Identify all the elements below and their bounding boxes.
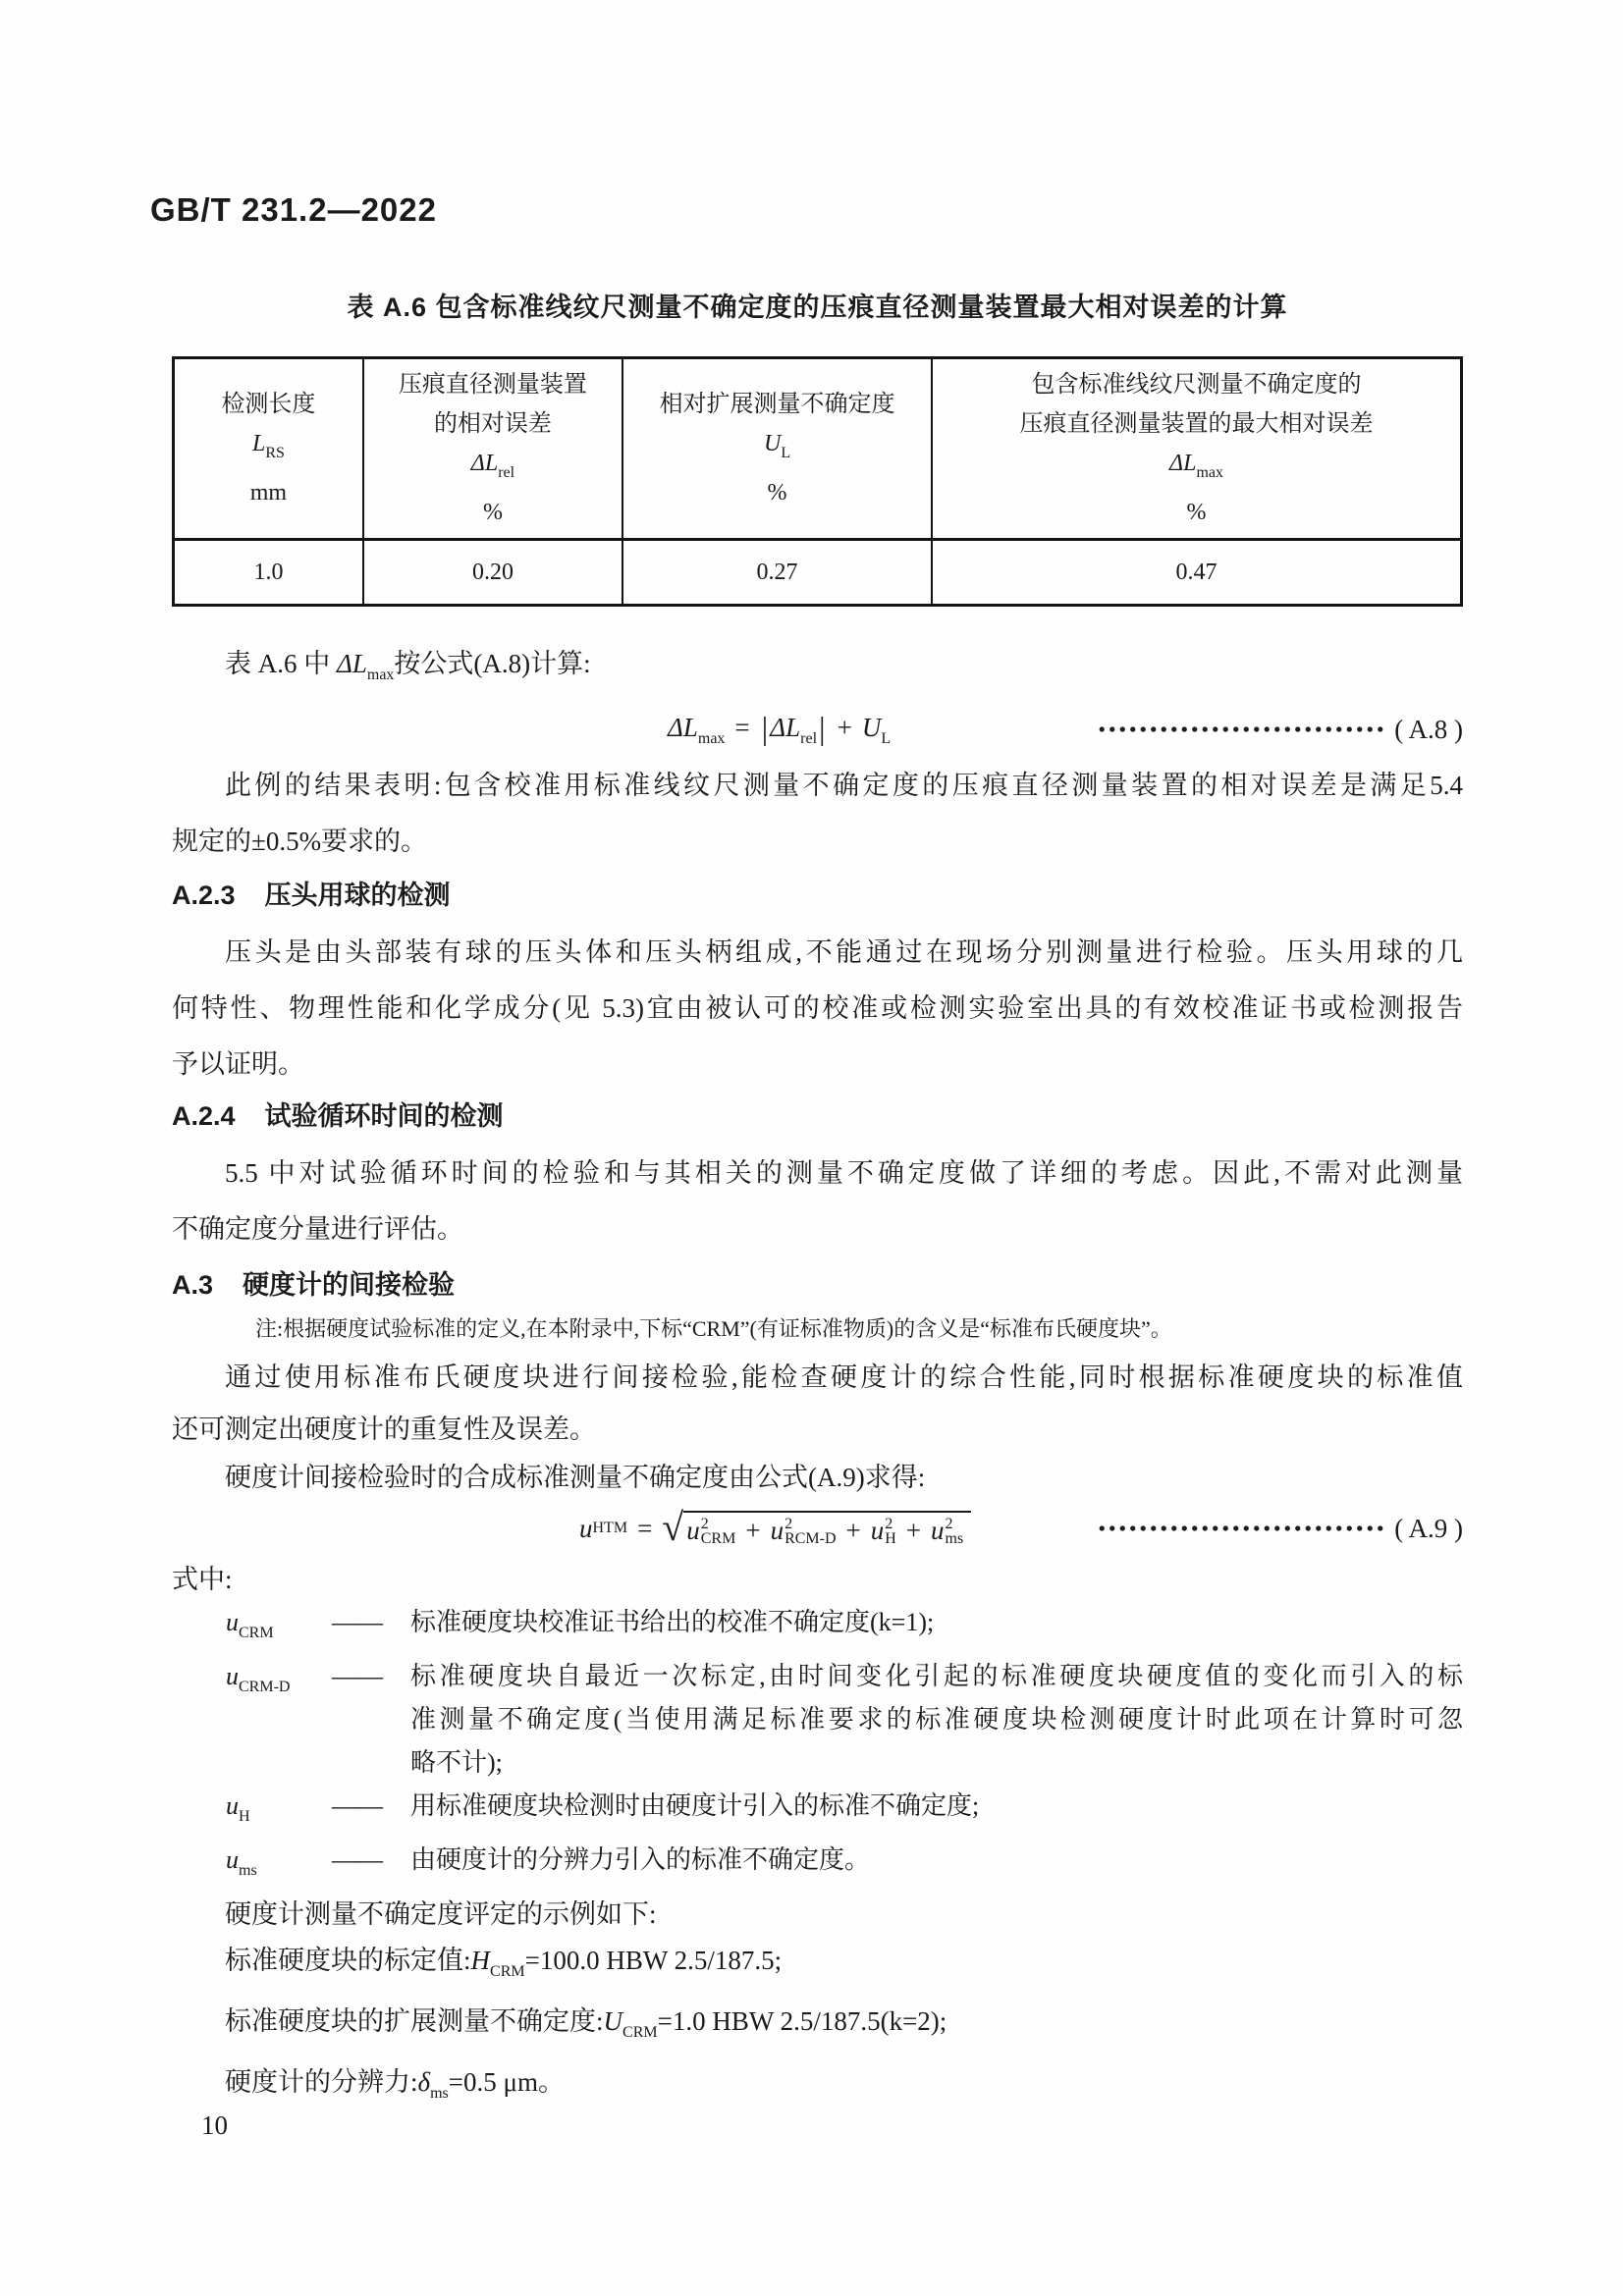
plus-sign: + [837, 712, 852, 742]
formula-a8-intro [172, 636, 1463, 703]
symbol-base: u [226, 1608, 239, 1636]
symbol-base: δ [417, 2067, 431, 2097]
definition-text [410, 1655, 1463, 1785]
header-text: 压痕直径测量装置的最大相对误差 [1019, 411, 1374, 437]
where-label: 式中: [172, 1565, 233, 1594]
paragraph-line: 5.5 中对试验循环时间的检验和与其相关的测量不确定度做了详细的考虑。因此,不需对此测量 [225, 1158, 1463, 1188]
rhs: U [861, 712, 882, 742]
definition-line: 略不计); [410, 1748, 503, 1777]
header-text: 压痕直径测量装置 [398, 372, 587, 398]
header-symbol [627, 424, 927, 473]
symbol-sub: ms [239, 1862, 257, 1879]
header-symbol [937, 444, 1456, 493]
term-supsub [701, 1517, 736, 1546]
symbol-base: u [226, 1845, 239, 1874]
symbol-base: H [470, 1946, 491, 1975]
definition-dash: —— [332, 1845, 383, 1874]
term-sub: ms [945, 1529, 964, 1547]
example-prefix: 标准硬度块的标定值: [225, 1946, 471, 1975]
definition-dash: —— [332, 1791, 383, 1820]
equals-sign: = [637, 1513, 653, 1543]
square-root [662, 1505, 971, 1549]
paragraph-line: 不确定度分量进行评估。 [172, 1214, 463, 1244]
mid-term-sub: rel [800, 729, 818, 747]
table-row [174, 540, 1462, 606]
term-base: u [686, 1516, 700, 1545]
formula-a8 [172, 703, 1463, 756]
radicand [683, 1511, 971, 1546]
table-a6-body [174, 540, 1462, 606]
header-cell-rel-error [363, 358, 622, 540]
mid-term: ΔL [770, 712, 801, 742]
definition-uh [172, 1785, 1463, 1839]
lhs: ΔL [668, 712, 698, 742]
term-supsub [784, 1517, 836, 1546]
doc-number: GB/T 231.2—2022 [150, 191, 437, 228]
paragraph-line: 通过使用标准布氏硬度块进行间接检验,能检查硬度计的综合性能,同时根据标准硬度块的标准值 [225, 1362, 1463, 1392]
paragraph-conclusion [172, 758, 1463, 870]
term-sup: 2 [784, 1515, 793, 1532]
header-unit: % [1186, 500, 1207, 525]
example-prefix: 硬度计的分辨力: [225, 2067, 418, 2097]
definition-symbol [226, 1839, 332, 1893]
term-sub: CRM [700, 1529, 736, 1547]
formula-a9-expression [579, 1505, 971, 1549]
intro-suffix: 按公式(A.8)计算: [394, 649, 591, 678]
definition-symbol [226, 1655, 332, 1785]
term-supsub [946, 1517, 964, 1546]
term-sup: 2 [945, 1515, 953, 1532]
term-sup: 2 [700, 1515, 709, 1532]
example-value: =100.0 HBW 2.5/187.5; [524, 1946, 783, 1975]
term-base: u [931, 1516, 945, 1545]
dotted-leader [1097, 725, 1386, 733]
paragraph-line: 规定的±0.5%要求的。 [172, 827, 428, 856]
table-a6 [172, 356, 1463, 607]
symbol-sub: L [781, 445, 791, 461]
page-number: 10 [201, 2110, 228, 2140]
symbol-sub: max [1196, 464, 1224, 481]
equation-tag: ( A.8 ) [1394, 714, 1463, 744]
cell-rel-error: 0.20 [363, 540, 622, 606]
heading-a23 [172, 874, 1463, 913]
symbol-base: u [226, 1662, 239, 1690]
radical-sign: √ [662, 1505, 684, 1549]
header-unit: % [767, 480, 787, 506]
plus-sign: + [905, 1516, 922, 1545]
term-base: u [870, 1516, 885, 1545]
abs-bar: | [819, 711, 826, 747]
paragraph-a24 [172, 1146, 1463, 1257]
equation-tag: ( A.9 ) [1394, 1513, 1463, 1543]
header-text: 包含标准线纹尺测量不确定度的 [1031, 372, 1362, 398]
symbol-sub: H [239, 1808, 250, 1825]
symbol-sub: CRM [239, 1625, 274, 1641]
example-line-hcrm [225, 1936, 1463, 1997]
example-intro: 硬度计测量不确定度评定的示例如下: [225, 1899, 657, 1929]
lhs-sub: HTM [592, 1520, 628, 1536]
plus-sign: + [845, 1516, 861, 1545]
equation-leader [1097, 715, 1463, 745]
heading-title: 硬度计的间接检验 [243, 1270, 456, 1300]
definition-ucrmd [172, 1655, 1463, 1785]
term-base: u [770, 1516, 784, 1545]
formula-a8-expression [668, 712, 891, 748]
definition-text: 由硬度计的分辨力引入的标准不确定度。 [410, 1845, 871, 1874]
symbol-sub: CRM [490, 1963, 525, 1980]
header-cell-expanded-uncertainty [622, 358, 932, 540]
table-a6-title: 表 A.6 包含标准线纹尺测量不确定度的压痕直径测量装置最大相对误差的计算 [347, 293, 1288, 322]
symbol-base: ΔL [470, 451, 499, 476]
paragraph-line: 此例的结果表明:包含校准用标准线纹尺测量不确定度的压痕直径测量装置的相对误差是满足5.4 [225, 771, 1463, 800]
header-cell-max-rel-error [932, 358, 1461, 540]
symbol-sub: CRM-D [239, 1679, 291, 1695]
intro-prefix: 表 A.6 中 [225, 649, 337, 678]
term-sup: 2 [885, 1515, 893, 1532]
example-prefix: 标准硬度块的扩展测量不确定度: [225, 2006, 604, 2036]
header-symbol [179, 424, 358, 473]
intro-text: 硬度计间接检验时的合成标准测量不确定度由公式(A.9)求得: [225, 1463, 926, 1492]
abs-bar: | [761, 711, 769, 747]
header-symbol [368, 444, 618, 493]
heading-a3 [172, 1263, 1463, 1303]
symbol-sub: rel [498, 464, 515, 481]
rhs-sub: L [881, 729, 892, 747]
paragraph-line: 何特性、物理性能和化学成分(见 5.3)宜由被认可的校准或检测实验室出具的有效校准证书或检测报告 [172, 993, 1463, 1023]
example-value: =0.5 μm。 [448, 2067, 565, 2097]
table-header-row [174, 358, 1462, 540]
lhs: u [579, 1513, 593, 1543]
definition-symbol [226, 1785, 332, 1839]
definition-symbol [226, 1601, 332, 1655]
symbol-sub: ms [430, 2085, 449, 2102]
definition-dash: —— [332, 1608, 383, 1636]
cell-max-rel-error: 0.47 [932, 540, 1461, 606]
symbol-base: L [251, 431, 266, 456]
term-sub: H [885, 1529, 896, 1547]
paragraph-line: 还可测定出硬度计的重复性及误差。 [172, 1415, 596, 1444]
symbol-base: ΔL [1169, 451, 1197, 476]
header-text: 相对扩展测量不确定度 [659, 392, 895, 417]
heading-title: 试验循环时间的检测 [264, 1101, 504, 1131]
formula-a9 [172, 1499, 1463, 1558]
paragraph-line: 压头是由头部装有球的压头体和压头柄组成,不能通过在现场分别测量进行检验。压头用球的几 [225, 937, 1463, 967]
header-unit: % [482, 500, 503, 525]
intro-symbol: ΔL [337, 649, 367, 678]
definition-line: 标准硬度块自最近一次标定,由时间变化引起的标准硬度块硬度值的变化而引入的标 [410, 1662, 1463, 1690]
heading-a24 [172, 1095, 1463, 1134]
table-a6-header [174, 358, 1462, 540]
definition-text: 标准硬度块校准证书给出的校准不确定度(k=1); [410, 1608, 935, 1636]
definition-line: 准测量不确定度(当使用满足标准要求的标准硬度块检测硬度计时此项在计算时可忽 [410, 1705, 1463, 1734]
header-unit: mm [249, 480, 288, 506]
paragraph-line: 予以证明。 [172, 1049, 304, 1079]
header-text: 的相对误差 [433, 411, 552, 437]
example-line-resolution [225, 2057, 1463, 2118]
paragraph-a3 [172, 1352, 1463, 1456]
intro-symbol-sub: max [366, 667, 395, 683]
lhs-sub: max [697, 729, 726, 747]
cell-expanded-uncertainty: 0.27 [622, 540, 932, 606]
plus-sign: + [745, 1516, 761, 1545]
term-supsub [885, 1517, 896, 1546]
heading-number: A.2.4 [172, 1101, 236, 1131]
header-text: 检测长度 [221, 392, 316, 417]
equation-leader [1097, 1514, 1463, 1544]
dotted-leader [1097, 1524, 1386, 1532]
equals-sign: = [734, 712, 750, 742]
example-line-ucrm [225, 1997, 1463, 2057]
formula-a9-intro [172, 1456, 1463, 1499]
heading-number: A.3 [172, 1270, 214, 1300]
heading-title: 压头用球的检测 [264, 881, 451, 910]
cell-length: 1.0 [174, 540, 363, 606]
heading-number: A.2.3 [172, 881, 236, 910]
term-sub: RCM-D [784, 1529, 837, 1547]
definition-ums [172, 1839, 1463, 1893]
example-value: =1.0 HBW 2.5/187.5(k=2); [657, 2006, 947, 2036]
symbol-sub: RS [265, 445, 285, 461]
symbol-base: U [763, 431, 782, 456]
definition-ucrm [172, 1601, 1463, 1655]
symbol-base: U [603, 2006, 623, 2036]
header-cell-length [174, 358, 363, 540]
symbol-sub: CRM [622, 2024, 658, 2041]
paragraph-a23 [172, 925, 1463, 1093]
definition-dash: —— [332, 1662, 383, 1690]
note-a3: 注:根据硬度试验标准的定义,在本附录中,下标“CRM”(有证标准物质)的含义是“标准布氏硬度块”。 [255, 1316, 1172, 1341]
definition-text: 用标准硬度块检测时由硬度计引入的标准不确定度; [410, 1791, 980, 1820]
symbol-base: u [226, 1791, 239, 1820]
